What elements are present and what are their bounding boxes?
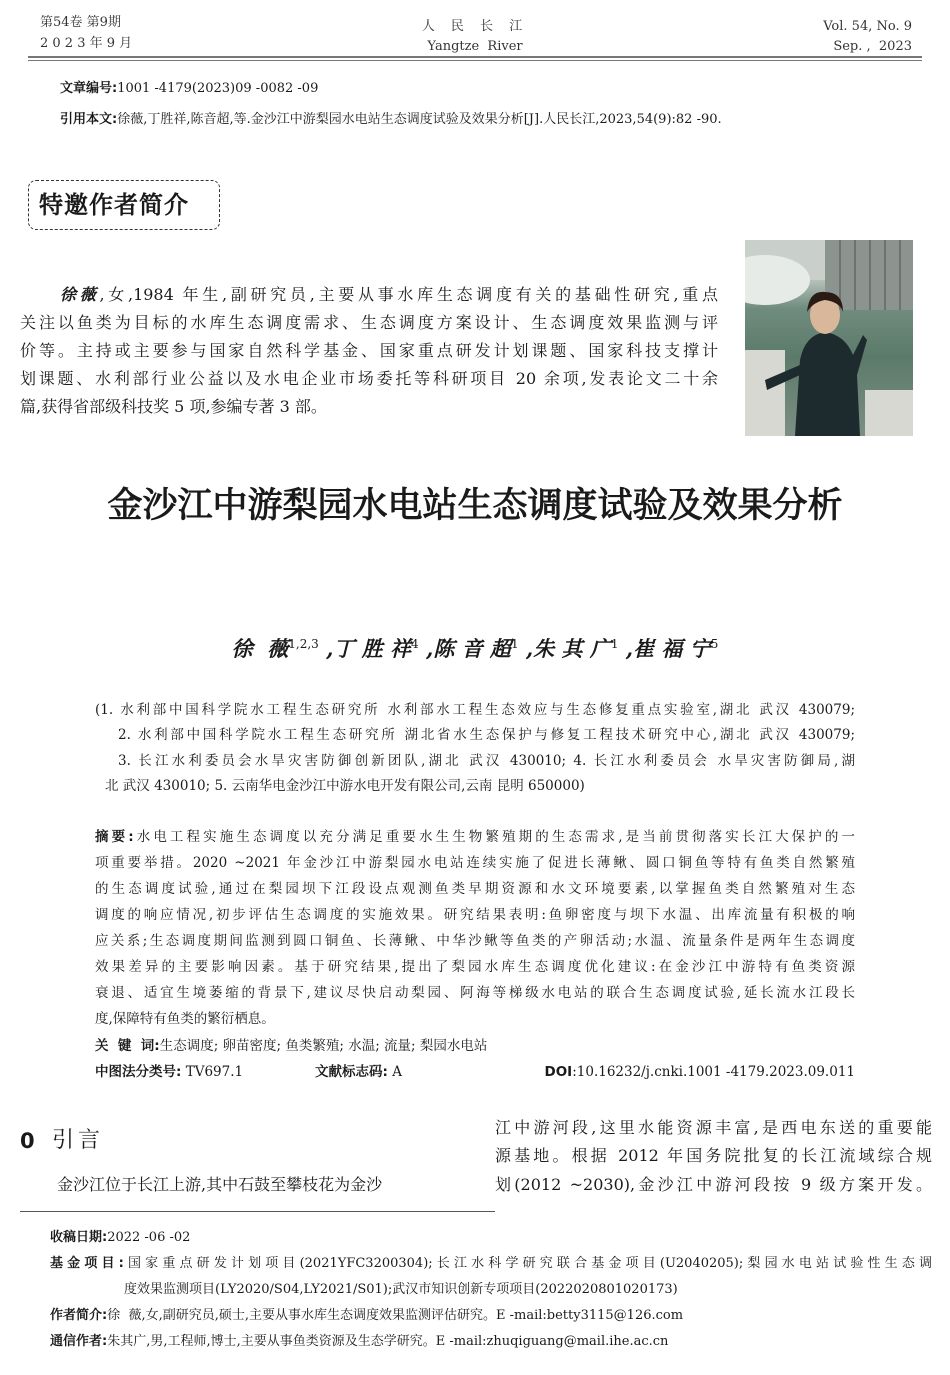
author-name: 朱 其 广 xyxy=(533,636,611,661)
section-number: 0 xyxy=(20,1129,35,1153)
bio-line: 关注以鱼类为目标的水库生态调度需求、生态调度方案设计、生态调度效果监测与评 xyxy=(20,313,718,332)
doi: DOI:10.16232/j.cnki.1001 -4179.2023.09.011 xyxy=(544,1064,855,1080)
author-name: 丁 胜 祥 xyxy=(333,636,412,661)
author-affiliation-sup: 1 xyxy=(610,637,619,651)
abstract-line: 度,保障特有鱼类的繁衍栖息。 xyxy=(95,1011,275,1027)
fund-line: 基金项目:国家重点研发计划项目(2021YFC3200304);长江水科学研究联合基金项目(U2040205);梨园水电站试验性生态调 xyxy=(50,1256,932,1271)
citation-label: 引用本文: xyxy=(60,112,118,127)
abstract-line: 衰退、适宜生境萎缩的背景下,建议尽快启动梨园、阿海等梯级水电站的联合生态调度试验,延长流水江段长 xyxy=(95,985,855,1001)
header-rule-thin xyxy=(28,60,922,61)
article-number-label: 文章编号: xyxy=(60,81,118,96)
header-rule xyxy=(28,56,922,58)
paper-title: 金沙江中游梨园水电站生态调度试验及效果分析 xyxy=(107,486,843,526)
affiliation-line: (1. 水利部中国科学院水工程生态研究所 水利部水工程生态效应与生态修复重点实验室,湖北 武汉 430079; xyxy=(95,702,855,718)
document-code: 文献标志码: A xyxy=(315,1064,402,1080)
journal-name-en: Yangtze River xyxy=(427,39,523,54)
corresponding-author: 通信作者:朱其广,男,工程师,博士,主要从事鱼类资源及生态学研究。E -mail:zhuqiguang@mail.ihe.ac.cn xyxy=(50,1334,669,1349)
bio-line: 篇,获得省部级科技奖 5 项,参编专著 3 部。 xyxy=(20,397,327,416)
keywords-label: 关 键 词: xyxy=(95,1038,160,1054)
abstract-line: 的生态调度试验,通过在梨园坝下江段设点观测鱼类早期资源和水文环境要素,以掌握鱼类自然繁殖对生态 xyxy=(95,881,855,897)
keywords: 关 键 词:生态调度; 卵苗密度; 鱼类繁殖; 水温; 流量; 梨园水电站 xyxy=(95,1038,488,1054)
journal-name-cn: 人 民 长 江 xyxy=(421,19,529,34)
intro-paragraph-line: 金沙江位于长江上游,其中石鼓至攀枝花为金沙 xyxy=(57,1175,383,1194)
affiliation-line: 北 武汉 430010; 5. 云南华电金沙江中游水电开发有限公司,云南 昆明 650000) xyxy=(105,778,585,794)
bio-line: 价等。主持或主要参与国家自然科学基金、国家重点研发计划课题、国家科技支撑计 xyxy=(20,341,718,360)
bio-line: 徐薇,女,1984 年生,副研究员,主要从事水库生态调度有关的基础性研究,重点 xyxy=(60,285,718,304)
received-label: 收稿日期: xyxy=(50,1230,108,1245)
abstract-line: 应关系;生态调度期间监测到圆口铜鱼、长薄鳅、中华沙鳅等鱼类的产卵活动;水温、流量条件是两年生态调度 xyxy=(95,933,855,949)
author-affiliation-sup: 4 xyxy=(411,637,419,651)
author-note: 作者简介:徐 薇,女,副研究员,硕士,主要从事水库生态调度效果监测评估研究。E -mail:betty3115@126.com xyxy=(50,1308,684,1323)
abstract-line: 调度的响应情况,初步评估生态调度的实施效果。研究结果表明:鱼卵密度与坝下水温、出库流量有积极的响 xyxy=(95,907,855,923)
author-note-label: 作者简介: xyxy=(50,1308,108,1323)
abstract-line: 效果差异的主要影响因素。基于研究结果,提出了梨园水库生态调度优化建议:在金沙江中游特有鱼类资源 xyxy=(95,959,855,975)
abstract-line: 项重要举措。2020 ~2021 年金沙江中游梨园水电站连续实施了促进长薄鳅、圆口铜鱼等特有鱼类自然繁殖 xyxy=(95,855,855,871)
abstract-label: 摘要: xyxy=(95,829,134,845)
author-name: 陈 音 超 xyxy=(433,636,511,661)
intro-paragraph-line: 江中游河段,这里水能资源丰富,是西电东送的重要能 xyxy=(495,1118,932,1137)
author-affiliation-sup: 5 xyxy=(710,637,719,651)
author-photo xyxy=(745,240,913,436)
bio-line: 划课题、水利部行业公益以及水电企业市场委托等科研项目 20 余项,发表论文二十余 xyxy=(20,369,718,388)
doi-label: DOI xyxy=(544,1064,573,1080)
corresponding-author-label: 通信作者: xyxy=(50,1334,108,1349)
intro-paragraph-line: 划(2012 ~2030),金沙江中游河段按 9 级方案开发。 xyxy=(495,1175,932,1194)
volume-en: Vol. 54, No. 9 xyxy=(823,19,912,34)
fund-label: 基金项目: xyxy=(50,1256,124,1271)
author-affiliation-sup: 1,2,3 xyxy=(288,637,319,651)
date-en: Sep. , 2023 xyxy=(833,39,912,54)
author-affiliation-sup: 1 xyxy=(510,637,519,651)
bio-name: 徐薇 xyxy=(60,285,100,304)
issue-date: 2 0 2 3 年 9 月 xyxy=(40,36,133,51)
author-list: 徐 薇$^{1,2,3}$ ,丁 胜 祥$^4$ ,陈 音 超$^1$ ,朱 其 广$^1$ ,崔 福 宁$^5$ xyxy=(231,636,719,661)
volume-issue: 第54卷 第9期 xyxy=(40,15,121,30)
received-date: 收稿日期:2022 -06 -02 xyxy=(50,1230,191,1245)
article-number: 文章编号:1001 -4179(2023)09 -0082 -09 xyxy=(60,81,319,96)
fund-line: 度效果监测项目(LY2020/S04,LY2021/S01);武汉市知识创新专项项目(2022020801020173) xyxy=(124,1282,678,1297)
section-heading: 引言 xyxy=(52,1128,105,1153)
document-code-label: 文献标志码: xyxy=(315,1064,388,1080)
clc-label: 中图法分类号: xyxy=(95,1064,182,1080)
affiliation-line: 3. 长江水利委员会水旱灾害防御创新团队,湖北 武汉 430010; 4. 长江水利委员会 水旱灾害防御局,湖 xyxy=(118,753,855,769)
invited-author-box xyxy=(28,180,220,230)
author-name: 徐 薇 xyxy=(231,636,289,661)
affiliation-line: 2. 水利部中国科学院水工程生态研究所 湖北省水生态保护与修复工程技术研究中心,湖北 武汉 430079; xyxy=(118,727,855,743)
invited-author-heading: 特邀作者简介 xyxy=(39,191,189,219)
intro-paragraph-line: 源基地。根据 2012 年国务院批复的长江流域综合规 xyxy=(495,1146,932,1165)
footnote-separator xyxy=(20,1211,495,1212)
clc-number: 中图法分类号: TV697.1 xyxy=(95,1064,244,1080)
citation: 引用本文:徐薇,丁胜祥,陈音超,等.金沙江中游梨园水电站生态调度试验及效果分析[J].人民长江,2023,54(9):82 -90. xyxy=(60,112,722,127)
author-name: 崔 福 宁 xyxy=(633,636,711,661)
abstract-line: 摘要:水电工程实施生态调度以充分满足重要水生生物繁殖期的生态需求,是当前贯彻落实长江大保护的一 xyxy=(95,829,855,845)
